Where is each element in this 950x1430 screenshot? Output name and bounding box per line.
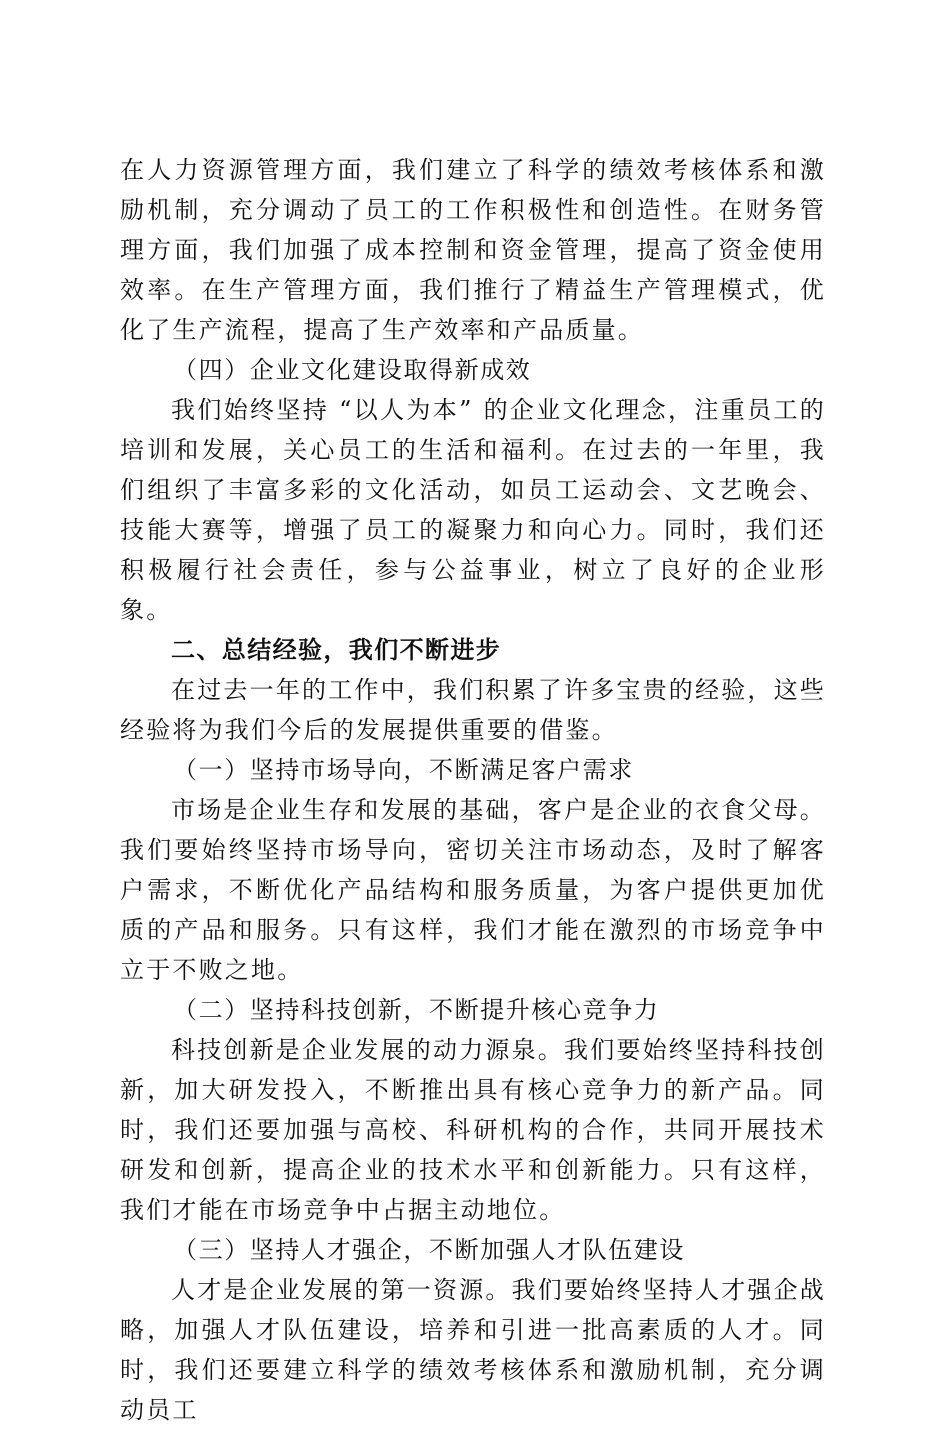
section-heading-summary-experience: 二、总结经验，我们不断进步 [171, 636, 502, 664]
paragraph-market-orientation: 市场是企业生存和发展的基础，客户是企业的衣食父母。我们要始终坚持市场导向，密切关注市场动态，及时了解客户需求，不断优化产品结构和服务质量，为客户提供更加优质的产品和服务。只有这样，我们才能在激烈的市场竞争中立于不败之地。 [120, 796, 826, 984]
subheading-technology-innovation: （二）坚持科技创新，不断提升核心竞争力 [173, 996, 660, 1024]
paragraph-technology-innovation: 科技创新是企业发展的动力源泉。我们要始终坚持科技创新，加大研发投入，不断推出具有核心竞争力的新产品。同时，我们还要加强与高校、科研机构的合作，共同开展技术研发和创新，提高企业的技术水平和创新能力。只有这样，我们才能在市场竞争中占据主动地位。 [120, 1036, 826, 1224]
paragraph-corporate-culture: 我们始终坚持 “以人为本” 的企业文化理念，注重员工的培训和发展，关心员工的生活和福利。在过去的一年里，我们组织了丰富多彩的文化活动，如员工运动会、文艺晚会、技能大赛等，增强了员工的凝聚力和向心力。同时，我们还积极履行社会责任，参与公益事业，树立了良好的企业形象。 [120, 396, 826, 624]
document-body [120, 150, 826, 1430]
subheading-talent-strategy: （三）坚持人才强企，不断加强人才队伍建设 [173, 1236, 685, 1264]
paragraph-talent-strategy: 人才是企业发展的第一资源。我们要始终坚持人才强企战略，加强人才队伍建设，培养和引进一批高素质的人才。同时，我们还要建立科学的绩效考核体系和激励机制，充分调动员工 [120, 1276, 826, 1424]
paragraph-management-methods: 在人力资源管理方面，我们建立了科学的绩效考核体系和激励机制，充分调动了员工的工作积极性和创造性。在财务管理方面，我们加强了成本控制和资金管理，提高了资金使用效率。在生产管理方面，我们推行了精益生产管理模式，优化了生产流程，提高了生产效率和产品质量。 [120, 156, 826, 344]
subheading-corporate-culture: （四）企业文化建设取得新成效 [173, 356, 532, 384]
paragraph-experience-intro: 在过去一年的工作中，我们积累了许多宝贵的经验，这些经验将为我们今后的发展提供重要的借鉴。 [120, 676, 826, 744]
subheading-market-orientation: （一）坚持市场导向，不断满足客户需求 [173, 756, 634, 784]
